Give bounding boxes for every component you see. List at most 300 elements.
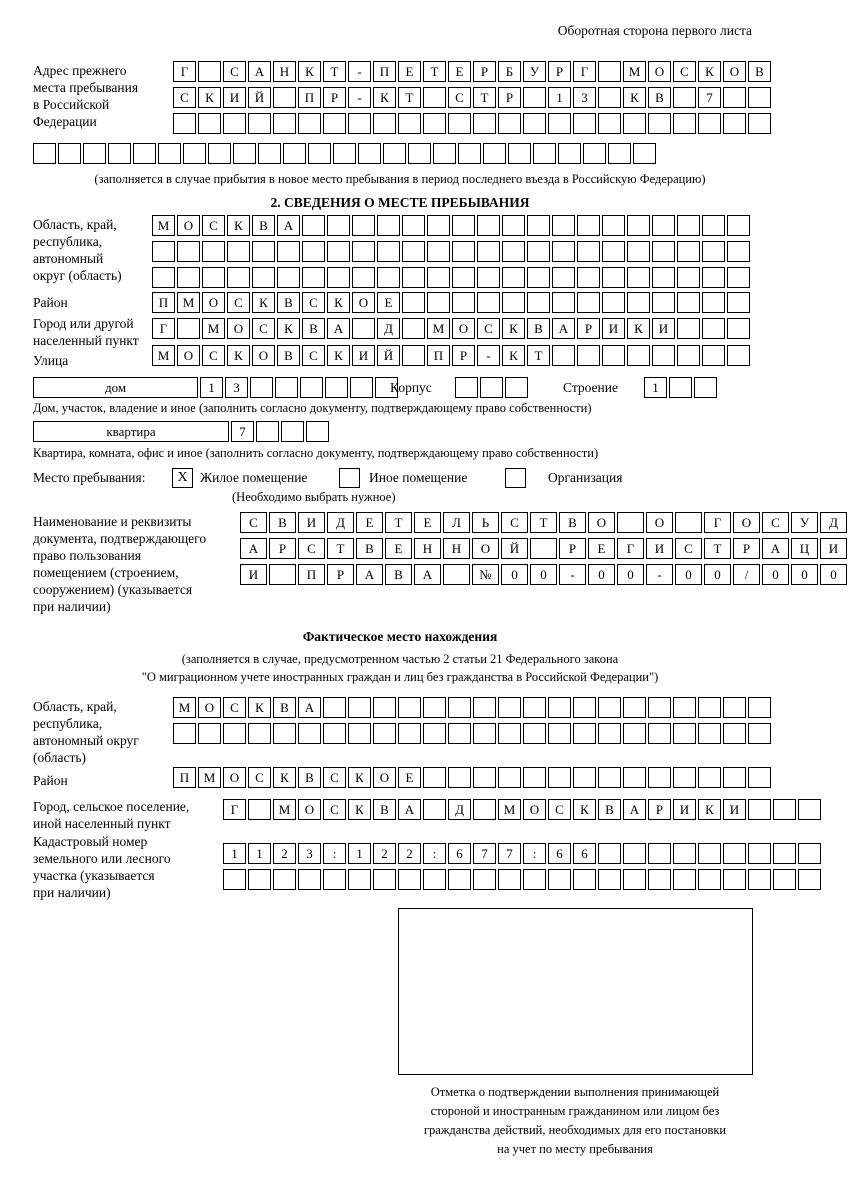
char-cell[interactable]: [523, 869, 546, 890]
char-cell[interactable]: [233, 143, 256, 164]
char-cell[interactable]: [552, 345, 575, 366]
char-cell[interactable]: [702, 241, 725, 262]
char-cell[interactable]: [473, 869, 496, 890]
char-cell[interactable]: [723, 869, 746, 890]
char-cell[interactable]: П: [373, 61, 396, 82]
char-cell[interactable]: [748, 697, 771, 718]
char-cell[interactable]: И: [723, 799, 746, 820]
char-cell[interactable]: К: [273, 767, 296, 788]
char-cell[interactable]: [302, 267, 325, 288]
char-cell[interactable]: [277, 241, 300, 262]
char-cell[interactable]: В: [648, 87, 671, 108]
char-cell[interactable]: Т: [527, 345, 550, 366]
char-cell[interactable]: [350, 377, 373, 398]
char-cell[interactable]: 6: [573, 843, 596, 864]
char-cell[interactable]: 0: [762, 564, 789, 585]
char-cell[interactable]: [250, 377, 273, 398]
char-cell[interactable]: К: [327, 292, 350, 313]
char-cell[interactable]: :: [323, 843, 346, 864]
char-cell[interactable]: В: [269, 512, 296, 533]
char-cell[interactable]: [702, 215, 725, 236]
char-cell[interactable]: 1: [548, 87, 571, 108]
char-cell[interactable]: С: [302, 292, 325, 313]
char-cell[interactable]: О: [452, 318, 475, 339]
char-cell[interactable]: Е: [385, 538, 412, 559]
char-cell[interactable]: -: [646, 564, 673, 585]
char-cell[interactable]: 2: [398, 843, 421, 864]
char-cell[interactable]: 7: [473, 843, 496, 864]
char-cell[interactable]: [748, 723, 771, 744]
char-cell[interactable]: [252, 267, 275, 288]
char-cell[interactable]: Т: [423, 61, 446, 82]
char-cell[interactable]: [677, 345, 700, 366]
char-cell[interactable]: [527, 267, 550, 288]
char-cell[interactable]: Е: [414, 512, 441, 533]
char-cell[interactable]: [723, 843, 746, 864]
char-cell[interactable]: [348, 113, 371, 134]
char-cell[interactable]: [673, 869, 696, 890]
char-cell[interactable]: 7: [498, 843, 521, 864]
char-cell[interactable]: [452, 292, 475, 313]
char-cell[interactable]: С: [673, 61, 696, 82]
char-cell[interactable]: [248, 113, 271, 134]
char-cell[interactable]: [548, 869, 571, 890]
char-cell[interactable]: [648, 697, 671, 718]
char-cell[interactable]: :: [423, 843, 446, 864]
char-cell[interactable]: [452, 215, 475, 236]
char-cell[interactable]: С: [501, 512, 528, 533]
char-cell[interactable]: [748, 799, 771, 820]
char-cell[interactable]: К: [298, 61, 321, 82]
char-cell[interactable]: [398, 869, 421, 890]
char-cell[interactable]: [523, 697, 546, 718]
char-cell[interactable]: [152, 267, 175, 288]
char-cell[interactable]: :: [523, 843, 546, 864]
char-cell[interactable]: [698, 767, 721, 788]
char-cell[interactable]: [327, 215, 350, 236]
char-cell[interactable]: [552, 241, 575, 262]
char-cell[interactable]: [523, 113, 546, 134]
char-cell[interactable]: [723, 697, 746, 718]
char-cell[interactable]: [323, 113, 346, 134]
char-cell[interactable]: С: [202, 345, 225, 366]
char-cell[interactable]: М: [202, 318, 225, 339]
char-cell[interactable]: [573, 869, 596, 890]
char-cell[interactable]: [248, 799, 271, 820]
char-cell[interactable]: [373, 113, 396, 134]
char-cell[interactable]: [423, 767, 446, 788]
char-cell[interactable]: С: [223, 61, 246, 82]
char-cell[interactable]: [598, 869, 621, 890]
char-cell[interactable]: [527, 215, 550, 236]
checkbox-inoe[interactable]: [339, 468, 360, 488]
char-cell[interactable]: К: [277, 318, 300, 339]
char-cell[interactable]: Р: [323, 87, 346, 108]
char-cell[interactable]: [698, 697, 721, 718]
char-cell[interactable]: 1: [223, 843, 246, 864]
char-cell[interactable]: 1: [248, 843, 271, 864]
char-cell[interactable]: Т: [473, 87, 496, 108]
char-cell[interactable]: [273, 113, 296, 134]
char-cell[interactable]: 1: [200, 377, 223, 398]
char-cell[interactable]: [277, 267, 300, 288]
char-cell[interactable]: [133, 143, 156, 164]
char-cell[interactable]: [727, 215, 750, 236]
char-cell[interactable]: [648, 113, 671, 134]
char-cell[interactable]: Г: [223, 799, 246, 820]
char-cell[interactable]: [452, 241, 475, 262]
char-cell[interactable]: [377, 241, 400, 262]
char-cell[interactable]: [198, 113, 221, 134]
char-cell[interactable]: К: [698, 61, 721, 82]
char-cell[interactable]: 0: [588, 564, 615, 585]
char-cell[interactable]: [323, 723, 346, 744]
char-cell[interactable]: [652, 241, 675, 262]
char-cell[interactable]: [508, 143, 531, 164]
char-cell[interactable]: [673, 113, 696, 134]
char-cell[interactable]: И: [646, 538, 673, 559]
char-cell[interactable]: [608, 143, 631, 164]
char-cell[interactable]: [269, 564, 296, 585]
char-cell[interactable]: С: [323, 767, 346, 788]
char-cell[interactable]: [227, 267, 250, 288]
char-cell[interactable]: Е: [588, 538, 615, 559]
char-cell[interactable]: [183, 143, 206, 164]
char-cell[interactable]: [152, 241, 175, 262]
checkbox-zhiloe[interactable]: X: [172, 468, 193, 488]
char-cell[interactable]: [402, 241, 425, 262]
char-cell[interactable]: В: [252, 215, 275, 236]
char-cell[interactable]: О: [298, 799, 321, 820]
char-cell[interactable]: [323, 697, 346, 718]
char-cell[interactable]: [652, 292, 675, 313]
char-cell[interactable]: [373, 723, 396, 744]
char-cell[interactable]: Е: [356, 512, 383, 533]
char-cell[interactable]: [298, 869, 321, 890]
char-cell[interactable]: [552, 267, 575, 288]
char-cell[interactable]: Н: [414, 538, 441, 559]
char-cell[interactable]: Г: [152, 318, 175, 339]
char-cell[interactable]: А: [298, 697, 321, 718]
char-cell[interactable]: М: [177, 292, 200, 313]
char-cell[interactable]: [748, 113, 771, 134]
char-cell[interactable]: [302, 241, 325, 262]
char-cell[interactable]: А: [277, 215, 300, 236]
char-cell[interactable]: [256, 421, 279, 442]
char-cell[interactable]: [558, 143, 581, 164]
char-cell[interactable]: [698, 113, 721, 134]
char-cell[interactable]: [652, 215, 675, 236]
char-cell[interactable]: А: [398, 799, 421, 820]
char-cell[interactable]: [223, 869, 246, 890]
char-cell[interactable]: [598, 843, 621, 864]
char-cell[interactable]: -: [559, 564, 586, 585]
char-cell[interactable]: [727, 318, 750, 339]
char-cell[interactable]: Д: [448, 799, 471, 820]
char-cell[interactable]: [573, 697, 596, 718]
char-cell[interactable]: И: [820, 538, 847, 559]
char-cell[interactable]: [702, 345, 725, 366]
char-cell[interactable]: [552, 292, 575, 313]
char-cell[interactable]: [202, 241, 225, 262]
char-cell[interactable]: [702, 267, 725, 288]
char-cell[interactable]: Т: [398, 87, 421, 108]
char-cell[interactable]: Р: [559, 538, 586, 559]
char-cell[interactable]: 7: [231, 421, 254, 442]
char-cell[interactable]: Ь: [472, 512, 499, 533]
char-cell[interactable]: Г: [704, 512, 731, 533]
char-cell[interactable]: Р: [733, 538, 760, 559]
char-cell[interactable]: [623, 869, 646, 890]
char-cell[interactable]: [627, 345, 650, 366]
char-cell[interactable]: О: [352, 292, 375, 313]
char-cell[interactable]: [377, 215, 400, 236]
char-cell[interactable]: [698, 723, 721, 744]
char-cell[interactable]: [448, 723, 471, 744]
char-cell[interactable]: 6: [548, 843, 571, 864]
char-cell[interactable]: [402, 318, 425, 339]
char-cell[interactable]: [352, 215, 375, 236]
stamp-box[interactable]: [398, 908, 753, 1075]
char-cell[interactable]: [443, 564, 470, 585]
char-cell[interactable]: Р: [498, 87, 521, 108]
char-cell[interactable]: [648, 723, 671, 744]
char-cell[interactable]: Б: [498, 61, 521, 82]
char-cell[interactable]: [698, 869, 721, 890]
char-cell[interactable]: [702, 318, 725, 339]
char-cell[interactable]: 0: [501, 564, 528, 585]
char-cell[interactable]: [402, 267, 425, 288]
char-cell[interactable]: [527, 292, 550, 313]
char-cell[interactable]: С: [223, 697, 246, 718]
char-cell[interactable]: [748, 87, 771, 108]
char-cell[interactable]: М: [198, 767, 221, 788]
char-cell[interactable]: О: [198, 697, 221, 718]
char-cell[interactable]: [477, 215, 500, 236]
char-cell[interactable]: И: [652, 318, 675, 339]
char-cell[interactable]: К: [327, 345, 350, 366]
char-cell[interactable]: [648, 843, 671, 864]
char-cell[interactable]: 0: [675, 564, 702, 585]
char-cell[interactable]: -: [348, 87, 371, 108]
char-cell[interactable]: [433, 143, 456, 164]
char-cell[interactable]: [248, 869, 271, 890]
char-cell[interactable]: [748, 843, 771, 864]
char-cell[interactable]: К: [698, 799, 721, 820]
char-cell[interactable]: С: [323, 799, 346, 820]
char-cell[interactable]: [423, 723, 446, 744]
char-cell[interactable]: О: [472, 538, 499, 559]
char-cell[interactable]: [427, 241, 450, 262]
char-cell[interactable]: О: [648, 61, 671, 82]
char-cell[interactable]: [427, 267, 450, 288]
char-cell[interactable]: М: [173, 697, 196, 718]
char-cell[interactable]: [83, 143, 106, 164]
char-cell[interactable]: Д: [327, 512, 354, 533]
char-cell[interactable]: [523, 767, 546, 788]
char-cell[interactable]: [308, 143, 331, 164]
char-cell[interactable]: /: [733, 564, 760, 585]
char-cell[interactable]: И: [240, 564, 267, 585]
char-cell[interactable]: [702, 292, 725, 313]
char-cell[interactable]: [669, 377, 692, 398]
char-cell[interactable]: [423, 697, 446, 718]
char-cell[interactable]: [448, 869, 471, 890]
char-cell[interactable]: К: [502, 318, 525, 339]
char-cell[interactable]: [298, 113, 321, 134]
char-cell[interactable]: П: [427, 345, 450, 366]
char-cell[interactable]: [306, 421, 329, 442]
char-cell[interactable]: [602, 241, 625, 262]
char-cell[interactable]: Н: [443, 538, 470, 559]
char-cell[interactable]: [281, 421, 304, 442]
char-cell[interactable]: [223, 723, 246, 744]
char-cell[interactable]: №: [472, 564, 499, 585]
char-cell[interactable]: К: [252, 292, 275, 313]
char-cell[interactable]: [748, 869, 771, 890]
char-cell[interactable]: С: [173, 87, 196, 108]
char-cell[interactable]: [448, 113, 471, 134]
char-cell[interactable]: [283, 143, 306, 164]
char-cell[interactable]: [402, 215, 425, 236]
char-cell[interactable]: [623, 723, 646, 744]
char-cell[interactable]: [352, 267, 375, 288]
char-cell[interactable]: С: [227, 292, 250, 313]
char-cell[interactable]: Д: [377, 318, 400, 339]
char-cell[interactable]: С: [202, 215, 225, 236]
char-cell[interactable]: [498, 723, 521, 744]
char-cell[interactable]: С: [302, 345, 325, 366]
char-cell[interactable]: А: [248, 61, 271, 82]
char-cell[interactable]: [723, 723, 746, 744]
char-cell[interactable]: [473, 799, 496, 820]
char-cell[interactable]: [723, 113, 746, 134]
char-cell[interactable]: [598, 61, 621, 82]
char-cell[interactable]: [458, 143, 481, 164]
char-cell[interactable]: [773, 869, 796, 890]
char-cell[interactable]: Г: [573, 61, 596, 82]
char-cell[interactable]: Й: [501, 538, 528, 559]
char-cell[interactable]: О: [588, 512, 615, 533]
char-cell[interactable]: [252, 241, 275, 262]
char-cell[interactable]: [398, 723, 421, 744]
char-cell[interactable]: Г: [173, 61, 196, 82]
char-cell[interactable]: [723, 87, 746, 108]
char-cell[interactable]: Л: [443, 512, 470, 533]
char-cell[interactable]: [530, 538, 557, 559]
char-cell[interactable]: [773, 843, 796, 864]
char-cell[interactable]: В: [373, 799, 396, 820]
char-cell[interactable]: О: [723, 61, 746, 82]
char-cell[interactable]: 7: [698, 87, 721, 108]
char-cell[interactable]: О: [523, 799, 546, 820]
char-cell[interactable]: [573, 723, 596, 744]
char-cell[interactable]: [652, 345, 675, 366]
char-cell[interactable]: 1: [348, 843, 371, 864]
char-cell[interactable]: [398, 113, 421, 134]
char-cell[interactable]: С: [448, 87, 471, 108]
char-cell[interactable]: [675, 512, 702, 533]
char-cell[interactable]: В: [277, 292, 300, 313]
char-cell[interactable]: [573, 113, 596, 134]
char-cell[interactable]: 0: [617, 564, 644, 585]
char-cell[interactable]: [673, 843, 696, 864]
char-cell[interactable]: [577, 267, 600, 288]
char-cell[interactable]: [348, 869, 371, 890]
char-cell[interactable]: [302, 215, 325, 236]
char-cell[interactable]: [498, 697, 521, 718]
char-cell[interactable]: [623, 843, 646, 864]
char-cell[interactable]: И: [673, 799, 696, 820]
char-cell[interactable]: [627, 241, 650, 262]
char-cell[interactable]: [208, 143, 231, 164]
char-cell[interactable]: [58, 143, 81, 164]
char-cell[interactable]: [602, 345, 625, 366]
char-cell[interactable]: Й: [377, 345, 400, 366]
char-cell[interactable]: [798, 799, 821, 820]
char-cell[interactable]: В: [277, 345, 300, 366]
char-cell[interactable]: Р: [577, 318, 600, 339]
char-cell[interactable]: 2: [373, 843, 396, 864]
char-cell[interactable]: [523, 723, 546, 744]
char-cell[interactable]: С: [477, 318, 500, 339]
char-cell[interactable]: К: [348, 799, 371, 820]
char-cell[interactable]: Н: [273, 61, 296, 82]
char-cell[interactable]: У: [523, 61, 546, 82]
char-cell[interactable]: М: [152, 345, 175, 366]
char-cell[interactable]: [623, 113, 646, 134]
char-cell[interactable]: [677, 215, 700, 236]
char-cell[interactable]: К: [198, 87, 221, 108]
char-cell[interactable]: К: [373, 87, 396, 108]
checkbox-organizaciya[interactable]: [505, 468, 526, 488]
char-cell[interactable]: [358, 143, 381, 164]
char-cell[interactable]: С: [762, 512, 789, 533]
char-cell[interactable]: М: [273, 799, 296, 820]
char-cell[interactable]: [448, 697, 471, 718]
char-cell[interactable]: [273, 869, 296, 890]
char-cell[interactable]: [352, 318, 375, 339]
char-cell[interactable]: 1: [644, 377, 667, 398]
char-cell[interactable]: Ц: [791, 538, 818, 559]
char-cell[interactable]: С: [240, 512, 267, 533]
char-cell[interactable]: А: [327, 318, 350, 339]
char-cell[interactable]: С: [298, 538, 325, 559]
char-cell[interactable]: [677, 267, 700, 288]
char-cell[interactable]: В: [527, 318, 550, 339]
char-cell[interactable]: [727, 241, 750, 262]
char-cell[interactable]: [198, 61, 221, 82]
char-cell[interactable]: 3: [225, 377, 248, 398]
char-cell[interactable]: О: [202, 292, 225, 313]
char-cell[interactable]: И: [602, 318, 625, 339]
char-cell[interactable]: [423, 87, 446, 108]
char-cell[interactable]: И: [298, 512, 325, 533]
char-cell[interactable]: [498, 113, 521, 134]
char-cell[interactable]: [602, 215, 625, 236]
char-cell[interactable]: [333, 143, 356, 164]
char-cell[interactable]: [598, 113, 621, 134]
char-cell[interactable]: В: [385, 564, 412, 585]
char-cell[interactable]: К: [227, 345, 250, 366]
char-cell[interactable]: [275, 377, 298, 398]
char-cell[interactable]: Е: [377, 292, 400, 313]
char-cell[interactable]: [583, 143, 606, 164]
char-cell[interactable]: [633, 143, 656, 164]
char-cell[interactable]: [473, 723, 496, 744]
char-cell[interactable]: Т: [704, 538, 731, 559]
char-cell[interactable]: [173, 723, 196, 744]
